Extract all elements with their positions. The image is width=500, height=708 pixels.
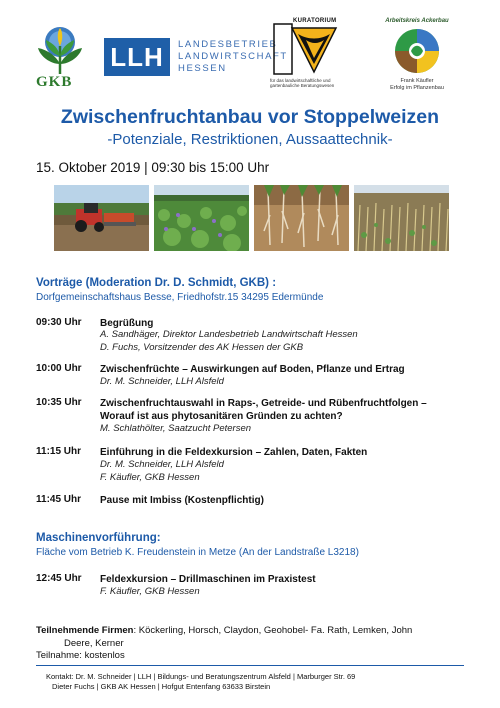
participating-firms: [36, 625, 456, 663]
tractor-field-photo: [54, 185, 149, 251]
section-lectures-heading: Vorträge (Moderation Dr. D. Schmidt, GKB) :: [36, 277, 277, 289]
footer-contact: [46, 672, 355, 692]
program-time: 10:00 Uhr: [36, 363, 82, 374]
program-topic: Feldexkursion – Drillmaschinen im Praxistest: [100, 574, 316, 585]
llh-logo-abbr: LLH: [104, 38, 170, 76]
llh-line-3: HESSEN: [178, 63, 227, 74]
section-lectures-location: Dorfgemeinschaftshaus Besse, Friedhofstr.15 34295 Edermünde: [36, 292, 324, 303]
program-topic-line-1: Zwischenfruchtauswahl in Raps-, Getreide- und Rübenfruchtfolgen –: [100, 398, 427, 409]
green-cover-crop-photo: [154, 185, 249, 251]
firms-list: : Köckerling, Horsch, Claydon, Geohobel- Fa. Rath, Lemken, John: [133, 625, 413, 636]
program-time: 11:15 Uhr: [36, 446, 82, 457]
program-time: 11:45 Uhr: [36, 494, 82, 505]
event-date: 15. Oktober 2019 | 09:30 bis 15:00 Uhr: [36, 160, 270, 175]
llh-line-2: LANDWIRTSCHAFT: [178, 51, 288, 62]
section-machines-location: Fläche vom Betrieb K. Freudenstein in Metze (An der Landstraße L3218): [36, 547, 359, 558]
program-speaker: A. Sandhäger, Direktor Landesbetrieb Landwirtschaft Hessen: [100, 329, 358, 340]
page-title: Zwischenfruchtanbau vor Stoppelweizen: [60, 106, 440, 128]
gkb-logo-text: GKB: [36, 74, 73, 90]
stubble-field-photo: [354, 185, 449, 251]
program-topic: Einführung in die Feldexkursion – Zahlen, Daten, Fakten: [100, 447, 368, 458]
program-speaker: Dr. M. Schneider, LLH Alsfeld: [100, 459, 224, 470]
firms-label: Teilnehmende Firmen: [36, 625, 134, 636]
ak-subtext: [384, 78, 450, 91]
program-topic: Pause mit Imbiss (Kostenpflichtig): [100, 495, 264, 506]
program-topic: [100, 397, 480, 423]
program-time: 10:35 Uhr: [36, 397, 82, 408]
program-speaker: F. Käufler, GKB Hessen: [100, 586, 200, 597]
ak-subtext-2: Erfolg im Pflanzenbau: [390, 84, 444, 91]
firms-line-2: Deere, Kerner: [64, 637, 124, 649]
kuratorium-title: KURATORIUM: [293, 18, 337, 24]
footer-line-1: Kontakt: Dr. M. Schneider | LLH | Bildungs- und Beratungszentrum Alsfeld | Marburger Str. 69: [46, 672, 356, 681]
program-topic-line-2: Worauf ist aus phytosanitären Gründen zu achten?: [100, 411, 343, 422]
program-topic: Zwischenfrüchte – Auswirkungen auf Boden, Pflanze und Ertrag: [100, 364, 405, 375]
firms-line-1: [36, 625, 456, 638]
program-topic: Begrüßung: [100, 318, 154, 329]
program-time: 09:30 Uhr: [36, 317, 82, 328]
program-time: 12:45 Uhr: [36, 573, 82, 584]
ak-arc-text: Arbeitskreis Ackerbau: [385, 18, 449, 24]
llh-line-1: LANDESBETRIEB: [178, 39, 278, 50]
footer-divider: [36, 665, 464, 666]
section-machines-heading: Maschinenvorführung:: [36, 532, 161, 544]
program-speaker: D. Fuchs, Vorsitzender des AK Hessen der GKB: [100, 342, 304, 353]
program-speaker: Dr. M. Schneider, LLH Alsfeld: [100, 376, 224, 387]
kuratorium-subtext: für das landwirtschaftliche und gartenbauliche Beratungswesen: [270, 78, 335, 88]
arbeitskreis-ackerbau-logo: [384, 18, 450, 92]
page-subtitle: -Potenziale, Restriktionen, Aussaattechnik-: [107, 131, 393, 148]
root-samples-photo: [254, 185, 349, 251]
ak-subtext-1: Frank Käufler: [400, 78, 434, 84]
footer-line-2: Dieter Fuchs | GKB AK Hessen | Hofgut Entenfang 63633 Birstein: [52, 682, 271, 691]
kuratorium-logo: [268, 18, 340, 92]
program-speaker: M. Schlathölter, Saatzucht Petersen: [100, 423, 252, 434]
program-speaker: F. Käufler, GKB Hessen: [100, 472, 200, 483]
logo-row: [0, 14, 500, 91]
participation-fee: Teilnahme: kostenlos: [36, 650, 125, 661]
